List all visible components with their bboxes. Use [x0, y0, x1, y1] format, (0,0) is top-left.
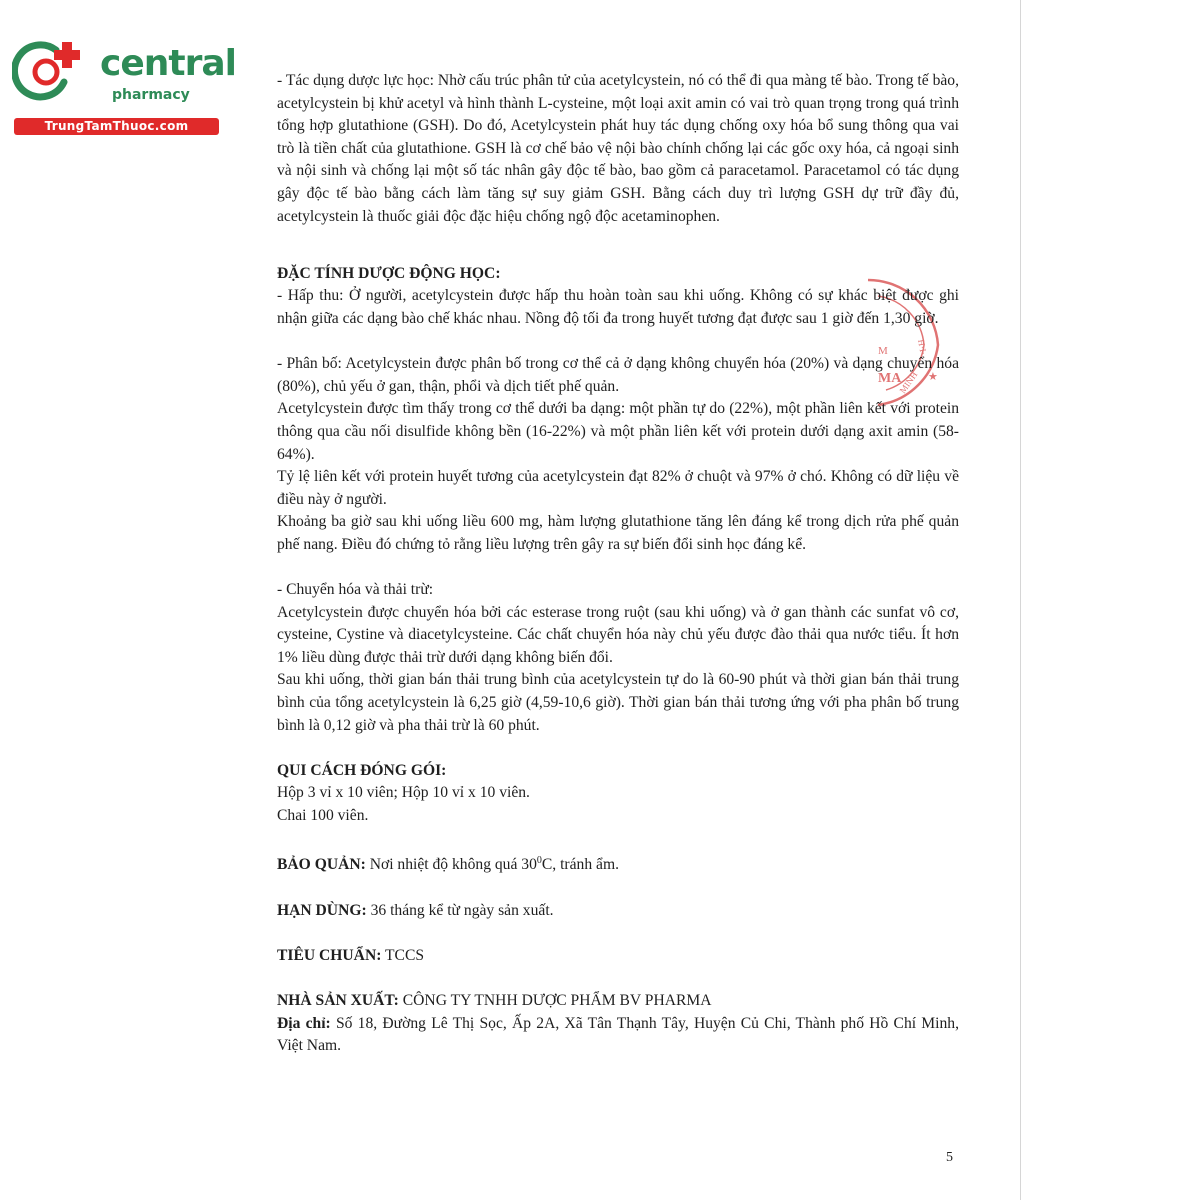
metabolism-paragraph: Acetylcystein được chuyển hóa bởi các esterase trong ruột (sau khi uống) và ở gan thành các sunfat vô cơ, cysteine, Cystine và diacetylcysteine. Các chất chuyển hóa này chủ yếu được đào thải qua nước tiểu. Ít hơn 1% liều dùng được thải trừ dưới dạng không biến đổi. [277, 603, 959, 666]
storage-text: Nơi nhiệt độ không quá 30 [365, 856, 537, 874]
protein-binding-paragraph: Tỷ lệ liên kết với protein huyết tương của acetylcystein đạt 82% ở chuột và 97% ở chó. Không có dữ liệu về điều này ở người. [277, 468, 959, 508]
distribution-paragraph: - Phân bố: Acetylcystein được phân bố trong cơ thể cả ở dạng không chuyển hóa (20%) và dạng chuyển hóa (80%), chủ yếu ở gan, thận, phổi và dịch tiết phế quản. [277, 355, 959, 395]
pharmacokinetics-heading: ĐẶC TÍNH DƯỢC ĐỘNG HỌC: [277, 264, 501, 282]
manufacturer-name: CÔNG TY TNHH DƯỢC PHẨM BV PHARMA [398, 991, 712, 1009]
page-number: 5 [946, 1150, 953, 1165]
svg-text:MINH: MINH [897, 369, 920, 396]
half-life-paragraph: Sau khi uống, thời gian bán thải trung bình của acetylcystein tự do là 60-90 phút và thời gian bán thải trung bình của tổng acetylcystein là 6,25 giờ (4,59-10,6 giờ). Thời gian bán thải tương ứng với pha phân bố trung bình là 0,12 giờ và pha thải trừ là 60 phút. [277, 671, 959, 734]
expiry-text: 36 tháng kể từ ngày sản xuất. [366, 901, 554, 919]
address-label: Địa chỉ: [277, 1014, 331, 1032]
storage-line [277, 850, 959, 877]
logo-website-banner: TrungTamThuoc.com [14, 118, 219, 135]
svg-text:M: M [878, 345, 888, 357]
logo-subtitle: pharmacy [112, 87, 190, 103]
pharmacy-cross-logo-icon [12, 38, 92, 102]
standard-label: TIÊU CHUẨN: [277, 946, 382, 964]
storage-degree-superscript: 0 [536, 855, 542, 867]
packaging-line: Hộp 3 vỉ x 10 viên; Hộp 10 vỉ x 10 viên. [277, 784, 530, 802]
standard-line [277, 945, 959, 968]
distribution-forms-paragraph: Acetylcystein được tìm thấy trong cơ thể dưới ba dạng: một phần tự do (22%), một phần liên kết với protein thông qua cầu nối disulfide không bền (16-22%) và một phần liên kết với protein dưới dạng axit amin (58-64%). [277, 400, 959, 463]
expiry-line [277, 900, 959, 923]
central-pharmacy-logo[interactable] [12, 38, 236, 138]
manufacturer-label: NHÀ SẢN XUẤT: [277, 991, 399, 1009]
page-edge-line [1020, 0, 1021, 1200]
standard-text: TCCS [381, 946, 425, 964]
metabolism-heading-line: - Chuyển hóa và thải trừ: [277, 581, 434, 599]
svg-text:★: ★ [928, 371, 938, 383]
expiry-label: HẠN DÙNG: [277, 901, 367, 919]
address-line [277, 1013, 959, 1058]
storage-text-end: C, tránh ẩm. [541, 856, 619, 874]
absorption-paragraph: - Hấp thu: Ở người, acetylcystein được hấp thu hoàn toàn sau khi uống. Không có sự khác biệt được ghi nhận giữa các dạng bào chế khác nhau. Nồng độ tối đa trong huyết tương đạt được sau 1 giờ đến 1,30 giờ. [277, 287, 959, 327]
manufacturer-line [277, 990, 959, 1013]
logo-wordmark: central [100, 43, 236, 84]
svg-text:H·I·: H·I· [916, 338, 929, 356]
pharmacodynamics-paragraph: - Tác dụng dược lực học: Nhờ cấu trúc phân tử của acetylcystein, nó có thể đi qua màng tế bào. Trong tế bào, acetylcystein bị khử acetyl và hình thành L-cysteine, một loại axit amin có vai trò quan trọng trong quá trình tổng hợp glutathione (GSH). Do đó, Acetylcystein phát huy tác dụng chống oxy hóa bổ sung thông qua vai trò là tiền chất của glutathione. GSH là cơ chế bảo vệ nội bào chính chống lại các gốc oxy hóa, cả ngoại sinh và nội sinh và chống lại một số tác nhân gây độc tế bào, bao gồm cả paracetamol. Paracetamol có tác dụng gây độc tế bào bằng cách làm tăng sự suy giảm GSH. Bằng cách duy trì lượng GSH dự trữ đầy đủ, acetylcystein là thuốc giải độc đặc hiệu chống ngộ độc acetaminophen. [277, 72, 959, 225]
svg-text:MA: MA [878, 371, 902, 386]
packaging-line: Chai 100 viên. [277, 807, 369, 824]
address-text: Số 18, Đường Lê Thị Sọc, Ấp 2A, Xã Tân Thạnh Tây, Huyện Củ Chi, Thành phố Hồ Chí Minh, Việt Nam. [277, 1014, 959, 1055]
document-body [277, 70, 959, 1058]
glutathione-paragraph: Khoảng ba giờ sau khi uống liều 600 mg, hàm lượng glutathione tăng lên đáng kể trong dịch rửa phế quản phế nang. Điều đó chứng tỏ rằng liều lượng trên gây ra sự biến đổi sinh học đáng kể. [277, 513, 959, 553]
storage-label: BẢO QUẢN: [277, 856, 366, 874]
packaging-heading: QUI CÁCH ĐÓNG GÓI: [277, 761, 447, 779]
